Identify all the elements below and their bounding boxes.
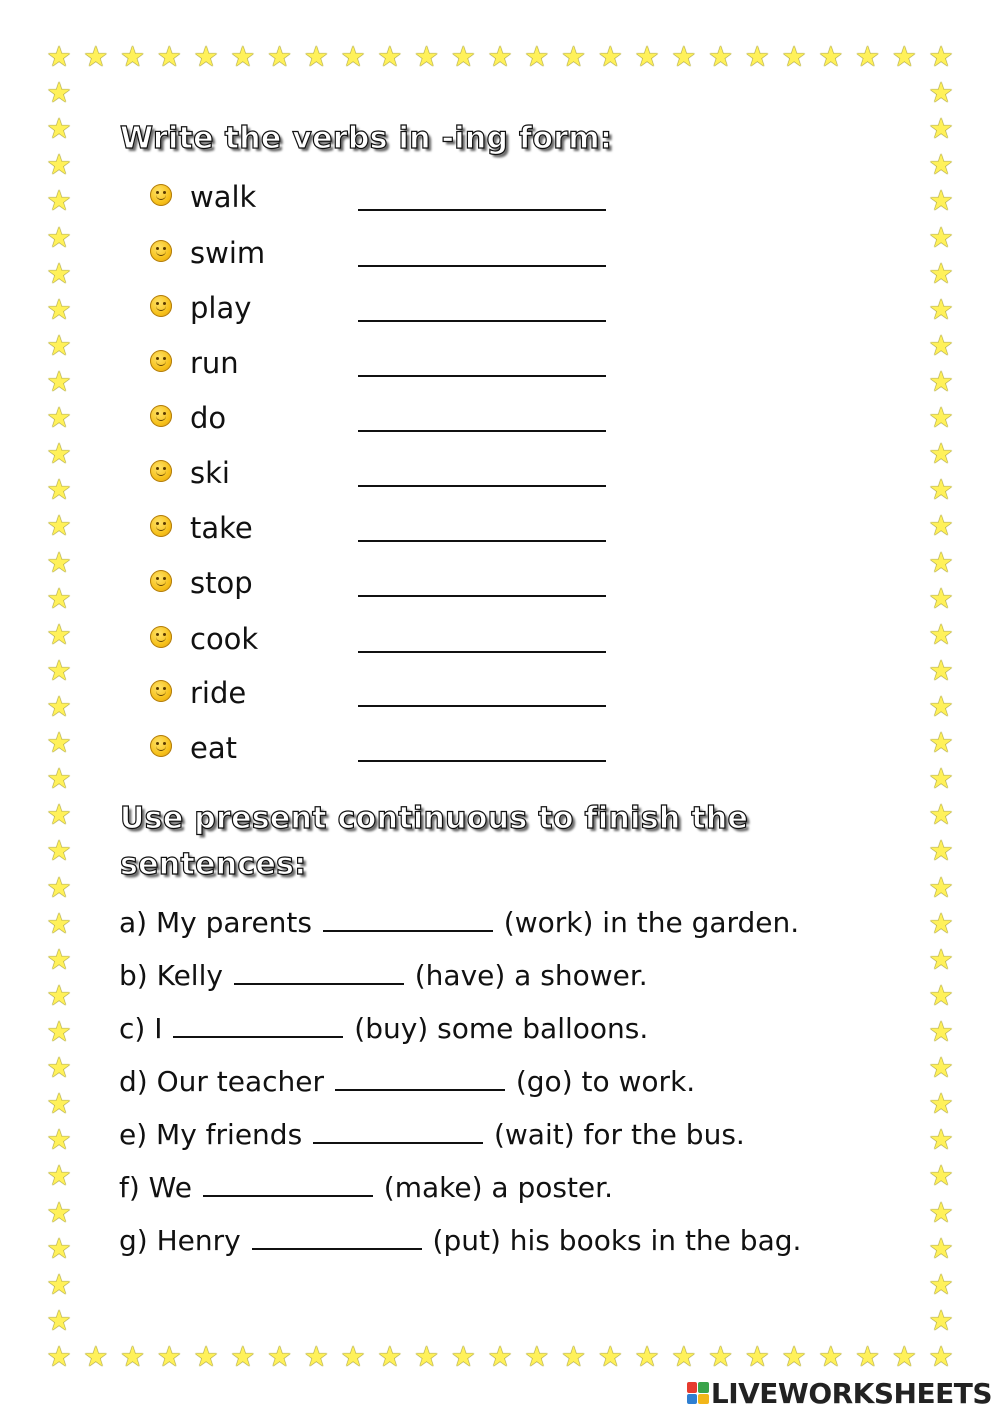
star-icon: ★ xyxy=(928,762,954,796)
star-icon: ★ xyxy=(707,40,734,73)
sentence-prefix: a) My parents xyxy=(119,906,312,939)
verb-item xyxy=(150,676,630,716)
answer-blank[interactable] xyxy=(323,906,493,932)
star-icon: ★ xyxy=(671,40,697,73)
sentence-prefix: d) Our teacher xyxy=(119,1065,325,1098)
star-icon: ★ xyxy=(266,40,293,73)
star-icon: ★ xyxy=(928,978,954,1012)
star-icon: ★ xyxy=(46,1340,72,1373)
answer-blank[interactable] xyxy=(234,959,404,985)
star-icon: ★ xyxy=(928,76,954,110)
star-icon: ★ xyxy=(46,365,72,398)
verb-item xyxy=(150,456,630,496)
star-icon: ★ xyxy=(928,1123,954,1157)
star-icon: ★ xyxy=(46,834,72,868)
verb-label: swim xyxy=(190,236,266,270)
star-icon: ★ xyxy=(340,1340,366,1373)
answer-blank[interactable] xyxy=(358,430,606,432)
star-icon: ★ xyxy=(46,906,72,940)
star-icon: ★ xyxy=(46,1195,72,1229)
sentence-prefix: f) We xyxy=(119,1171,192,1204)
star-icon: ★ xyxy=(46,726,72,760)
star-icon: ★ xyxy=(46,1303,72,1337)
star-icon: ★ xyxy=(560,1340,587,1373)
star-icon: ★ xyxy=(781,1340,807,1373)
star-icon: ★ xyxy=(928,220,954,254)
verb-label: walk xyxy=(190,180,257,214)
star-icon: ★ xyxy=(46,148,72,182)
verb-item xyxy=(150,731,630,771)
section1-heading: Write the verbs in -ing form: xyxy=(120,121,613,156)
star-icon: ★ xyxy=(818,1340,844,1373)
star-icon: ★ xyxy=(928,401,954,435)
smiley-face-icon xyxy=(150,460,172,482)
star-icon: ★ xyxy=(156,1340,182,1373)
star-icon: ★ xyxy=(230,40,256,73)
verb-label: stop xyxy=(190,566,253,600)
star-icon: ★ xyxy=(46,220,72,254)
star-icon: ★ xyxy=(46,437,72,471)
answer-blank[interactable] xyxy=(358,705,606,707)
logo-tile xyxy=(698,1382,709,1393)
star-icon: ★ xyxy=(46,545,72,579)
smiley-face-icon xyxy=(150,735,172,757)
star-icon: ★ xyxy=(340,40,366,73)
star-icon: ★ xyxy=(928,1087,954,1121)
sentence-item xyxy=(119,959,648,993)
star-icon: ★ xyxy=(634,40,660,73)
star-icon: ★ xyxy=(928,328,954,362)
star-icon: ★ xyxy=(928,1303,954,1337)
star-icon: ★ xyxy=(891,40,917,73)
answer-blank[interactable] xyxy=(358,265,606,267)
sentence-prefix: c) I xyxy=(119,1012,163,1045)
star-icon: ★ xyxy=(46,1159,72,1193)
star-icon: ★ xyxy=(928,509,954,543)
star-icon: ★ xyxy=(46,112,72,146)
star-icon: ★ xyxy=(634,1340,660,1373)
star-icon: ★ xyxy=(266,1340,293,1373)
smiley-face-icon xyxy=(150,570,172,592)
star-icon: ★ xyxy=(928,473,954,507)
star-icon: ★ xyxy=(119,1340,146,1373)
star-icon: ★ xyxy=(928,1015,954,1048)
star-icon: ★ xyxy=(193,40,219,73)
star-icon: ★ xyxy=(707,1340,734,1373)
star-icon: ★ xyxy=(928,148,954,182)
answer-blank[interactable] xyxy=(358,651,606,653)
liveworksheets-brand xyxy=(687,1376,992,1410)
star-icon: ★ xyxy=(487,1340,513,1373)
brand-text: LIVEWORKSHEETS xyxy=(710,1376,992,1410)
smiley-face-icon xyxy=(150,515,172,537)
answer-blank[interactable] xyxy=(358,485,606,487)
verb-item xyxy=(150,291,630,331)
answer-blank[interactable] xyxy=(203,1171,373,1197)
sentence-item xyxy=(119,1224,801,1258)
star-icon: ★ xyxy=(524,40,550,73)
star-icon: ★ xyxy=(744,40,770,73)
star-icon: ★ xyxy=(928,184,954,218)
star-icon: ★ xyxy=(46,401,72,435)
star-icon: ★ xyxy=(46,473,72,507)
star-icon: ★ xyxy=(928,581,954,615)
section2-heading: Use present continuous to finish the sentences: xyxy=(120,801,749,882)
star-icon: ★ xyxy=(928,617,954,651)
star-icon: ★ xyxy=(928,726,954,760)
answer-blank[interactable] xyxy=(335,1065,505,1091)
star-icon: ★ xyxy=(928,365,954,398)
star-icon: ★ xyxy=(928,690,954,723)
sentence-item xyxy=(119,1012,648,1046)
star-icon: ★ xyxy=(193,1340,219,1373)
sentence-suffix: (buy) some balloons. xyxy=(354,1012,649,1045)
star-icon: ★ xyxy=(928,870,954,904)
star-icon: ★ xyxy=(928,1231,954,1265)
star-icon: ★ xyxy=(413,1340,440,1373)
verb-item xyxy=(150,566,630,606)
star-icon: ★ xyxy=(891,1340,917,1373)
star-icon: ★ xyxy=(928,653,954,687)
star-icon: ★ xyxy=(487,40,513,73)
smiley-face-icon xyxy=(150,295,172,317)
star-icon: ★ xyxy=(46,76,72,110)
star-icon: ★ xyxy=(928,292,954,326)
smiley-face-icon xyxy=(150,240,172,262)
star-icon: ★ xyxy=(928,545,954,579)
star-icon: ★ xyxy=(413,40,440,73)
answer-blank[interactable] xyxy=(313,1118,483,1144)
answer-blank[interactable] xyxy=(173,1012,343,1038)
sentence-prefix: e) My friends xyxy=(119,1118,303,1151)
verb-item xyxy=(150,346,630,386)
answer-blank[interactable] xyxy=(358,595,606,597)
star-icon: ★ xyxy=(781,40,807,73)
star-icon: ★ xyxy=(377,40,403,73)
smiley-face-icon xyxy=(150,626,172,648)
star-icon: ★ xyxy=(928,1195,954,1229)
star-icon: ★ xyxy=(303,1340,329,1373)
verb-item xyxy=(150,236,630,276)
star-icon: ★ xyxy=(928,834,954,868)
smiley-face-icon xyxy=(150,350,172,372)
verb-label: ride xyxy=(190,676,247,710)
star-icon: ★ xyxy=(854,1340,881,1373)
star-icon: ★ xyxy=(46,1267,72,1301)
star-icon: ★ xyxy=(928,112,954,146)
sentence-item xyxy=(119,906,799,940)
star-icon: ★ xyxy=(46,942,72,976)
sentence-suffix: (wait) for the bus. xyxy=(493,1118,745,1151)
star-icon: ★ xyxy=(46,1231,72,1265)
star-icon: ★ xyxy=(46,292,72,326)
star-icon: ★ xyxy=(671,1340,697,1373)
answer-blank[interactable] xyxy=(358,760,606,762)
answer-blank[interactable] xyxy=(358,209,606,211)
answer-blank[interactable] xyxy=(358,375,606,377)
verb-label: cook xyxy=(190,622,259,656)
star-icon: ★ xyxy=(854,40,881,73)
sentence-suffix: (have) a shower. xyxy=(414,959,648,992)
verb-label: play xyxy=(190,291,252,325)
star-icon: ★ xyxy=(928,1051,954,1085)
verb-item xyxy=(150,401,630,441)
star-icon: ★ xyxy=(928,1340,954,1373)
star-icon: ★ xyxy=(46,690,72,723)
star-icon: ★ xyxy=(928,1267,954,1301)
star-icon: ★ xyxy=(46,653,72,687)
star-icon: ★ xyxy=(83,1340,109,1373)
star-icon: ★ xyxy=(230,1340,256,1373)
smiley-face-icon xyxy=(150,680,172,702)
star-icon: ★ xyxy=(560,40,587,73)
sentence-suffix: (work) in the garden. xyxy=(503,906,800,939)
sentence-item xyxy=(119,1171,613,1205)
sentence-suffix: (put) his books in the bag. xyxy=(432,1224,802,1257)
star-icon: ★ xyxy=(46,581,72,615)
star-icon: ★ xyxy=(46,1087,72,1121)
star-icon: ★ xyxy=(46,328,72,362)
star-icon: ★ xyxy=(928,942,954,976)
verb-label: take xyxy=(190,511,253,545)
star-icon: ★ xyxy=(46,256,72,290)
star-icon: ★ xyxy=(928,1159,954,1193)
star-icon: ★ xyxy=(46,617,72,651)
star-icon: ★ xyxy=(597,40,623,73)
star-icon: ★ xyxy=(928,256,954,290)
star-icon: ★ xyxy=(46,870,72,904)
star-icon: ★ xyxy=(524,1340,550,1373)
star-icon: ★ xyxy=(83,40,109,73)
smiley-face-icon xyxy=(150,184,172,206)
sentence-suffix: (go) to work. xyxy=(515,1065,696,1098)
star-icon: ★ xyxy=(46,509,72,543)
star-icon: ★ xyxy=(46,184,72,218)
logo-tile xyxy=(687,1394,698,1405)
star-icon: ★ xyxy=(46,978,72,1012)
star-icon: ★ xyxy=(450,40,476,73)
star-icon: ★ xyxy=(928,798,954,832)
sentence-item xyxy=(119,1118,745,1152)
star-icon: ★ xyxy=(46,1051,72,1085)
star-icon: ★ xyxy=(46,1015,72,1048)
answer-blank[interactable] xyxy=(358,320,606,322)
sentence-item xyxy=(119,1065,695,1099)
star-icon: ★ xyxy=(450,1340,476,1373)
logo-tile xyxy=(687,1382,698,1393)
verb-item xyxy=(150,622,630,662)
verb-item xyxy=(150,180,630,220)
star-icon: ★ xyxy=(744,1340,770,1373)
star-icon: ★ xyxy=(928,40,954,73)
star-icon: ★ xyxy=(597,1340,623,1373)
verb-label: ski xyxy=(190,456,230,490)
star-icon: ★ xyxy=(156,40,182,73)
sentence-prefix: b) Kelly xyxy=(119,959,223,992)
answer-blank[interactable] xyxy=(358,540,606,542)
star-icon: ★ xyxy=(119,40,146,73)
star-icon: ★ xyxy=(303,40,329,73)
star-icon: ★ xyxy=(928,437,954,471)
logo-tile xyxy=(698,1394,709,1405)
verb-label: eat xyxy=(190,731,237,765)
star-icon: ★ xyxy=(46,762,72,796)
star-icon: ★ xyxy=(818,40,844,73)
verb-label: do xyxy=(190,401,227,435)
smiley-face-icon xyxy=(150,405,172,427)
star-icon: ★ xyxy=(377,1340,403,1373)
liveworksheets-logo-icon xyxy=(687,1382,709,1404)
answer-blank[interactable] xyxy=(252,1224,422,1250)
star-icon: ★ xyxy=(46,1123,72,1157)
sentence-suffix: (make) a poster. xyxy=(383,1171,613,1204)
star-icon: ★ xyxy=(46,798,72,832)
verb-item xyxy=(150,511,630,551)
star-icon: ★ xyxy=(928,906,954,940)
verb-label: run xyxy=(190,346,239,380)
sentence-prefix: g) Henry xyxy=(119,1224,241,1257)
star-icon: ★ xyxy=(46,40,72,73)
